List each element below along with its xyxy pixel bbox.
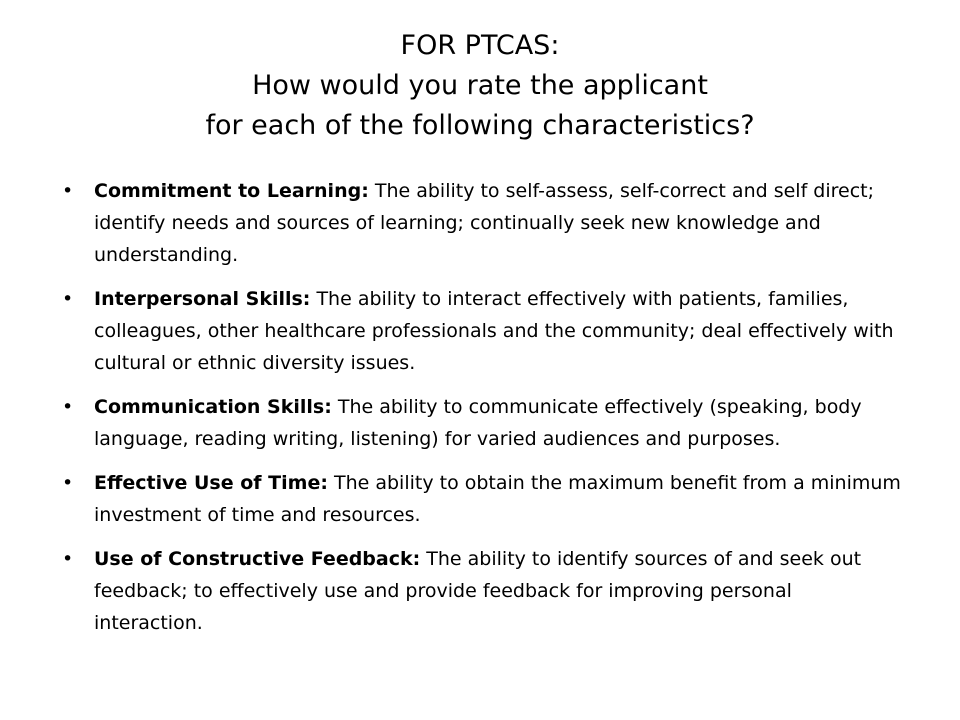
characteristic-description: The ability to communicate effectively (speaking, body language, reading writing, listening) for varied audiences and purposes.: [94, 396, 862, 450]
title-line-3: for each of the following characteristics?: [205, 110, 755, 141]
bullet-icon: •: [62, 472, 74, 494]
title-line-1: FOR PTCAS:: [400, 30, 560, 61]
characteristic-use-of-constructive-feedback: [62, 543, 902, 639]
characteristic-description: The ability to self-assess, self-correct and self direct; identify needs and sources of learning; continually seek new knowledge and understanding.: [94, 180, 875, 266]
characteristic-description: The ability to identify sources of and seek out feedback; to effectively use and provide feedback for improving personal interaction.: [94, 548, 862, 634]
bullet-icon: •: [62, 288, 74, 310]
characteristic-description: The ability to interact effectively with patients, families, colleagues, other healthcare professionals and the community; deal effectively with cultural or ethnic diversity issues.: [94, 288, 894, 374]
characteristic-term: Interpersonal Skills:: [94, 288, 311, 310]
characteristic-term: Effective Use of Time:: [94, 472, 328, 494]
bullet-icon: •: [62, 180, 74, 202]
characteristic-interpersonal-skills: [62, 283, 902, 379]
characteristic-commitment-to-learning: [62, 175, 902, 271]
characteristic-term: Communication Skills:: [94, 396, 332, 418]
characteristic-description: The ability to obtain the maximum benefit from a minimum investment of time and resources.: [94, 472, 901, 526]
characteristic-effective-use-of-time: [62, 467, 902, 531]
slide-title: [80, 26, 880, 146]
bullet-icon: •: [62, 548, 74, 570]
bullet-icon: •: [62, 396, 74, 418]
characteristic-term: Commitment to Learning:: [94, 180, 369, 202]
characteristics-list: [62, 175, 902, 651]
characteristic-term: Use of Constructive Feedback:: [94, 548, 421, 570]
title-line-2: How would you rate the applicant: [252, 70, 708, 101]
characteristic-communication-skills: [62, 391, 902, 455]
